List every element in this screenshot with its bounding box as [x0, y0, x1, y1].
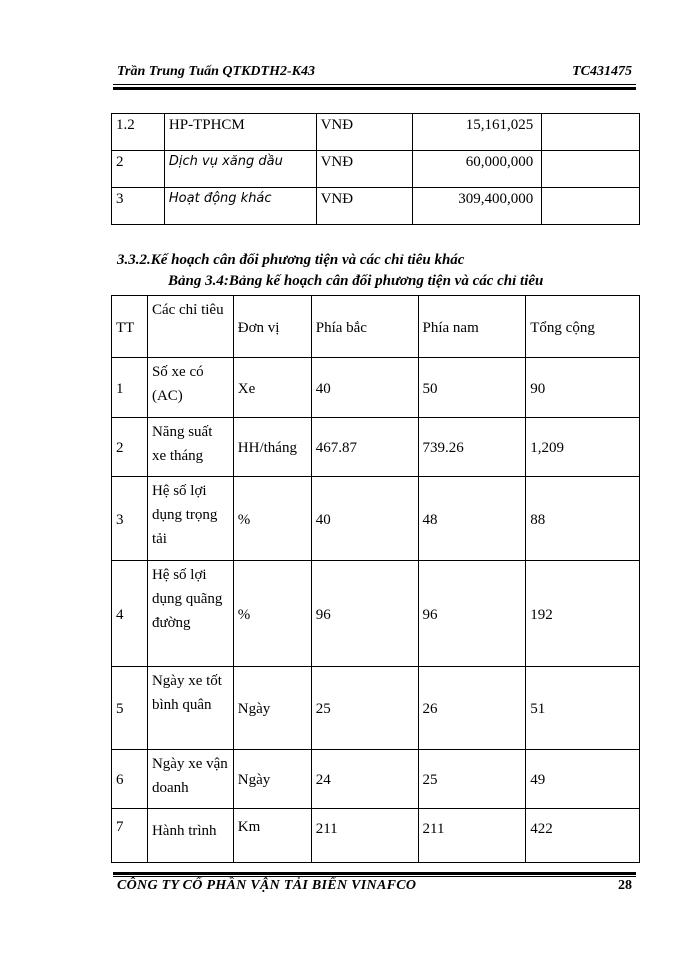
- revenue-table: [111, 113, 640, 225]
- row-south: 25: [418, 750, 526, 809]
- table-row: [112, 750, 640, 809]
- row-unit: VNĐ: [316, 188, 413, 225]
- header-code: TC431475: [572, 64, 632, 79]
- row-south: 50: [418, 358, 526, 418]
- header-rule-thin: [113, 84, 636, 85]
- col-header-tt: TT: [112, 296, 148, 358]
- row-unit: Ngày: [233, 667, 311, 750]
- footer-company: CÔNG TY CỔ PHẦN VẬN TẢI BIỂN VINAFCO: [117, 878, 417, 893]
- page-number: 28: [618, 878, 632, 893]
- row-north: 211: [311, 809, 418, 863]
- row-indicator: Ngày xe tốt bình quân: [147, 667, 233, 750]
- table-header-row: [112, 296, 640, 358]
- row-unit: %: [233, 477, 311, 561]
- row-total: 422: [526, 809, 640, 863]
- table-row: [112, 809, 640, 863]
- footer-rule-thin: [113, 876, 636, 877]
- row-south: 211: [418, 809, 526, 863]
- row-tt: 2: [112, 418, 148, 477]
- table-row: [112, 667, 640, 750]
- page-footer: [113, 878, 636, 900]
- col-header-total: Tổng cộng: [526, 296, 640, 358]
- row-value: 309,400,000: [413, 188, 542, 225]
- table-row: [112, 114, 640, 151]
- row-name: HP-TPHCM: [164, 114, 316, 151]
- table-row: [112, 418, 640, 477]
- table-row: [112, 561, 640, 667]
- row-unit: HH/tháng: [233, 418, 311, 477]
- col-header-north: Phía bắc: [311, 296, 418, 358]
- row-unit: Ngày: [233, 750, 311, 809]
- row-north: 467.87: [311, 418, 418, 477]
- row-unit: %: [233, 561, 311, 667]
- row-north: 96: [311, 561, 418, 667]
- row-tt: 1: [112, 358, 148, 418]
- row-tt: 5: [112, 667, 148, 750]
- row-name: Hoạt động khác: [164, 188, 316, 225]
- row-total: 90: [526, 358, 640, 418]
- vehicle-plan-table: [111, 295, 640, 863]
- row-south: 26: [418, 667, 526, 750]
- row-value: 15,161,025: [413, 114, 542, 151]
- row-no: 2: [112, 151, 165, 188]
- table-caption: Bảng 3.4:Bảng kế hoạch cân đối phương tiện và các chỉ tiêu: [168, 273, 544, 289]
- row-south: 96: [418, 561, 526, 667]
- row-indicator: Số xe có (AC): [147, 358, 233, 418]
- row-tt: 3: [112, 477, 148, 561]
- row-unit: Xe: [233, 358, 311, 418]
- row-north: 24: [311, 750, 418, 809]
- row-unit: VNĐ: [316, 151, 413, 188]
- table-row: [112, 477, 640, 561]
- row-total: 49: [526, 750, 640, 809]
- page-header: [113, 62, 636, 82]
- col-header-indicator: Các chỉ tiêu: [147, 296, 233, 358]
- row-value: 60,000,000: [413, 151, 542, 188]
- row-unit: Km: [233, 809, 311, 863]
- col-header-south: Phía nam: [418, 296, 526, 358]
- row-total: 51: [526, 667, 640, 750]
- row-no: 3: [112, 188, 165, 225]
- row-total: 192: [526, 561, 640, 667]
- row-south: 739.26: [418, 418, 526, 477]
- row-total: 1,209: [526, 418, 640, 477]
- header-rule-thick: [113, 87, 636, 90]
- table-row: [112, 188, 640, 225]
- row-name: Dịch vụ xăng dầu: [164, 151, 316, 188]
- row-south: 48: [418, 477, 526, 561]
- row-indicator: Hành trình: [147, 809, 233, 863]
- row-indicator: Hệ số lợi dụng quãng đường: [147, 561, 233, 667]
- table-row: [112, 358, 640, 418]
- row-north: 40: [311, 358, 418, 418]
- section-title: 3.3.2.Kế hoạch cân đối phương tiện và các chỉ tiêu khác: [117, 252, 465, 268]
- row-total: 88: [526, 477, 640, 561]
- row-extra: [542, 151, 640, 188]
- row-tt: 6: [112, 750, 148, 809]
- footer-rule-thick: [113, 872, 636, 875]
- row-indicator: Ngày xe vận doanh: [147, 750, 233, 809]
- row-indicator: Hệ số lợi dụng trọng tải: [147, 477, 233, 561]
- row-north: 40: [311, 477, 418, 561]
- row-unit: VNĐ: [316, 114, 413, 151]
- row-no: 1.2: [112, 114, 165, 151]
- row-extra: [542, 188, 640, 225]
- header-author: Trần Trung Tuấn QTKDTH2-K43: [117, 64, 315, 79]
- row-tt: 4: [112, 561, 148, 667]
- row-north: 25: [311, 667, 418, 750]
- col-header-unit: Đơn vị: [233, 296, 311, 358]
- row-tt: 7: [112, 809, 148, 863]
- table-row: [112, 151, 640, 188]
- row-indicator: Năng suất xe tháng: [147, 418, 233, 477]
- row-extra: [542, 114, 640, 151]
